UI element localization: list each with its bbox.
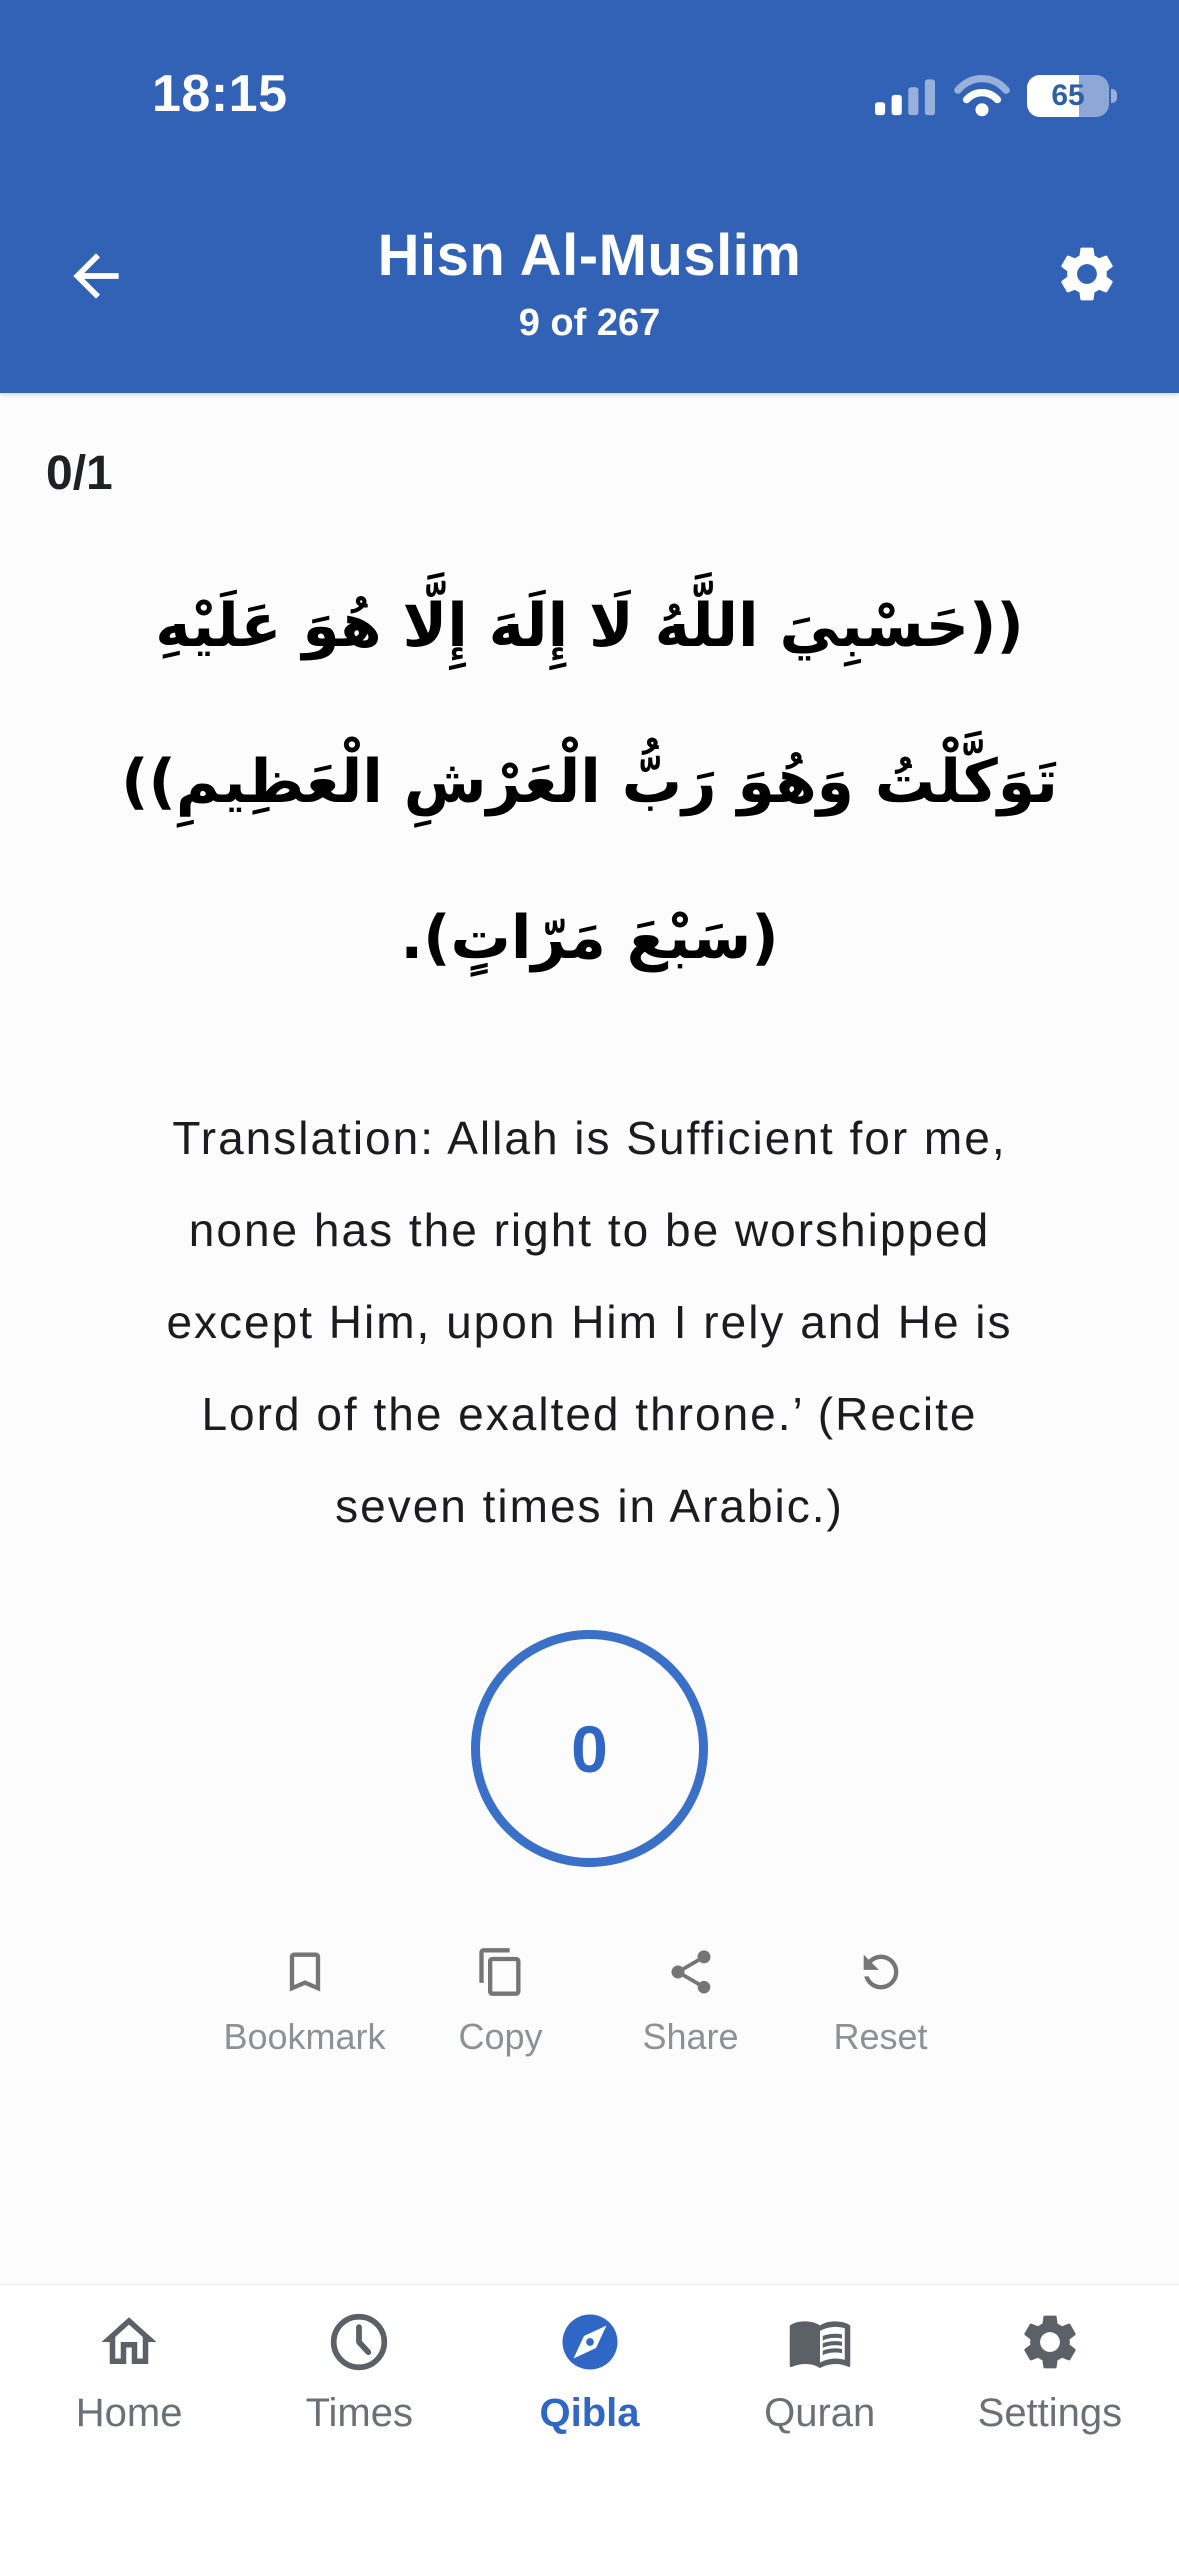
action-label: Bookmark	[223, 2016, 386, 2057]
action-row	[0, 1946, 1179, 2058]
translation-line: none has the right to be worshipped	[188, 1204, 991, 1256]
translation-text	[0, 1092, 1179, 1552]
reset-icon	[855, 1946, 907, 1998]
home-icon	[96, 2309, 162, 2375]
app-header	[0, 0, 1179, 393]
tap-counter-value: 0	[571, 1711, 608, 1786]
tab-label: Qibla	[539, 2391, 640, 2435]
tab-label: Home	[75, 2391, 183, 2435]
translation-line: seven times in Arabic.)	[335, 1480, 844, 1532]
dhikr-progress-counter: 0/1	[46, 447, 113, 500]
tab-label: Quran	[764, 2391, 876, 2435]
translation-line: Lord of the exalted throne.’ (Recite	[201, 1388, 978, 1440]
page-title: Hisn Al-Muslim	[377, 223, 802, 288]
action-label: Reset	[833, 2016, 928, 2057]
arabic-line: ((حَسْبِيَ اللَّهُ لَا إِلَهَ إِلَّا هُوَ عَلَيْهِ	[155, 591, 1024, 661]
wifi-icon	[953, 74, 1011, 118]
tab-quran[interactable]	[705, 2309, 935, 2436]
battery-percent: 65	[1051, 79, 1085, 112]
page-subtitle: 9 of 267	[518, 302, 661, 344]
tap-counter-circle[interactable]	[471, 1630, 708, 1867]
copy-icon	[475, 1946, 527, 1998]
copy-button[interactable]	[426, 1946, 576, 2058]
tab-qibla[interactable]	[474, 2309, 704, 2436]
settings-gear-icon	[1017, 2309, 1083, 2375]
bookmark-button[interactable]	[223, 1946, 385, 2058]
bookmark-icon	[279, 1946, 331, 1998]
gear-icon	[1054, 241, 1120, 307]
share-button[interactable]	[616, 1946, 766, 2058]
bottom-tab-bar	[0, 2284, 1179, 2556]
arabic-line: (سَبْعَ مَرّاتٍ).	[400, 903, 779, 973]
arabic-dua-text	[30, 548, 1149, 1016]
arabic-line: تَوَكَّلْتُ وَهُوَ رَبُّ الْعَرْشِ الْعَظِيمِ))	[121, 747, 1058, 817]
cellular-signal-icon	[875, 76, 937, 116]
tab-home[interactable]	[14, 2309, 244, 2436]
tab-label: Times	[305, 2391, 413, 2435]
battery-icon	[1027, 75, 1109, 117]
clock-icon	[326, 2309, 392, 2375]
battery-cap	[1111, 89, 1117, 103]
translation-line: Translation: Allah is Sufficient for me,	[172, 1112, 1007, 1164]
status-icons	[875, 74, 1109, 118]
tab-settings[interactable]	[935, 2309, 1165, 2436]
action-label: Copy	[458, 2016, 543, 2057]
tab-label: Settings	[977, 2391, 1123, 2435]
reset-button[interactable]	[806, 1946, 956, 2058]
settings-button[interactable]	[1047, 234, 1127, 314]
translation-line: except Him, upon Him I rely and He is	[166, 1296, 1013, 1348]
action-label: Share	[642, 2016, 739, 2057]
compass-icon	[557, 2309, 623, 2375]
share-icon	[665, 1946, 717, 1998]
tab-times[interactable]	[244, 2309, 474, 2436]
status-time: 18:15	[152, 65, 288, 123]
quran-book-icon	[787, 2309, 853, 2375]
